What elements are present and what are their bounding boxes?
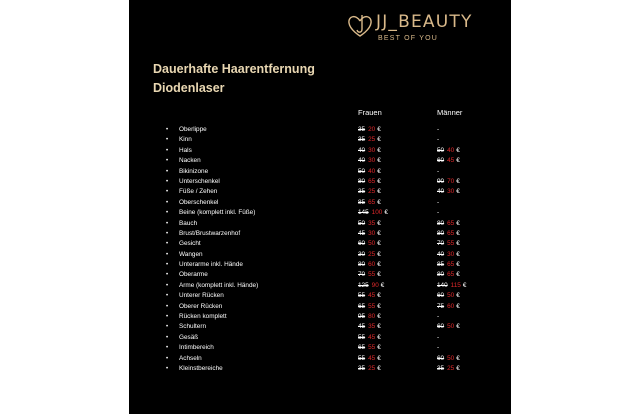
bullet-icon: • <box>166 189 169 196</box>
currency-symbol: € <box>377 167 381 175</box>
bullet-icon: • <box>166 158 169 165</box>
table-row <box>129 229 511 239</box>
currency-symbol: € <box>377 261 381 269</box>
price-men <box>437 322 460 332</box>
treatment-label: Bikinizone <box>179 167 209 175</box>
price-old: 85 <box>358 198 366 206</box>
page-title: Dauerhafte Haarentfernung <box>153 62 315 76</box>
currency-symbol: € <box>456 188 460 196</box>
bullet-icon: • <box>166 137 169 144</box>
bullet-icon: • <box>166 230 169 237</box>
price-women <box>358 270 381 280</box>
price-old: 60 <box>437 323 445 331</box>
bullet-icon: • <box>166 314 169 321</box>
price-old: 145 <box>358 209 369 217</box>
currency-symbol: € <box>377 250 381 258</box>
price-men <box>437 146 460 156</box>
currency-symbol: € <box>456 157 460 165</box>
price-women <box>358 260 381 270</box>
table-row <box>129 343 511 353</box>
brand-logo <box>347 10 507 50</box>
price-men <box>437 208 439 218</box>
table-row <box>129 135 511 145</box>
table-row <box>129 302 511 312</box>
price-new: 65 <box>447 271 455 279</box>
treatment-label: Brust/Brustwarzenhof <box>179 229 241 237</box>
price-new: 25 <box>447 364 455 372</box>
bullet-icon: • <box>166 293 169 300</box>
price-old: 70 <box>437 240 445 248</box>
price-women <box>358 167 381 177</box>
price-men <box>437 260 460 270</box>
currency-symbol: € <box>377 146 381 154</box>
bullet-icon: • <box>166 303 169 310</box>
price-women <box>358 333 381 343</box>
price-old: 35 <box>358 364 366 372</box>
price-women <box>358 125 381 135</box>
price-old: 140 <box>437 281 448 289</box>
price-old: 60 <box>358 240 366 248</box>
price-men <box>437 135 439 145</box>
treatment-label: Oberarme <box>179 271 208 279</box>
price-women <box>358 250 381 260</box>
price-women <box>358 239 381 249</box>
table-row <box>129 281 511 291</box>
currency-symbol: € <box>377 344 381 352</box>
price-new: 35 <box>368 323 376 331</box>
treatment-label: Rücken komplett <box>179 313 227 321</box>
price-list-sheet <box>129 0 511 414</box>
price-old: 30 <box>358 250 366 258</box>
price-men <box>437 187 460 197</box>
price-men <box>437 198 439 208</box>
bullet-icon: • <box>166 251 169 258</box>
price-new: 45 <box>368 354 376 362</box>
price-old: 45 <box>358 323 366 331</box>
currency-symbol: € <box>377 229 381 237</box>
treatment-label: Oberer Rücken <box>179 302 223 310</box>
currency-symbol: € <box>456 261 460 269</box>
treatment-label: Unterschenkel <box>179 177 220 185</box>
price-new: 45 <box>368 292 376 300</box>
price-old: 80 <box>437 229 445 237</box>
price-new: 65 <box>368 177 376 185</box>
bullet-icon: • <box>166 168 169 175</box>
price-new: 55 <box>447 240 455 248</box>
price-old: 35 <box>358 126 366 133</box>
price-old: 80 <box>358 177 366 185</box>
price-old: 70 <box>358 271 366 279</box>
treatment-label: Bauch <box>179 219 198 227</box>
price-women <box>358 177 381 187</box>
price-new: 40 <box>368 167 376 175</box>
bullet-icon: • <box>166 345 169 352</box>
price-men <box>437 281 466 291</box>
table-row <box>129 167 511 177</box>
price-women <box>358 291 381 301</box>
currency-symbol: € <box>462 281 467 289</box>
price-new: 45 <box>447 157 455 165</box>
currency-symbol: € <box>377 292 381 300</box>
currency-symbol: € <box>377 271 381 279</box>
table-row <box>129 177 511 187</box>
price-men <box>437 333 439 343</box>
price-new: 30 <box>447 250 455 258</box>
price-new: 30 <box>447 188 455 196</box>
price-old: 55 <box>358 354 366 362</box>
price-new: 55 <box>368 302 376 310</box>
price-dash: - <box>437 136 440 144</box>
price-old: 35 <box>437 364 445 372</box>
currency-symbol: € <box>377 323 381 331</box>
price-men <box>437 177 460 187</box>
price-women <box>358 302 381 312</box>
price-women <box>358 229 381 239</box>
brand-name: JJ_BEAUTY <box>376 12 473 32</box>
currency-symbol: € <box>456 250 460 258</box>
price-old: 50 <box>437 146 445 154</box>
table-row <box>129 146 511 156</box>
currency-symbol: € <box>377 302 381 310</box>
price-old: 90 <box>437 177 445 185</box>
currency-symbol: € <box>377 198 381 206</box>
currency-symbol: € <box>456 219 460 227</box>
treatment-label: Füße / Zehen <box>179 188 218 196</box>
bullet-icon: • <box>166 147 169 154</box>
price-new: 50 <box>447 354 455 362</box>
page-subtitle: Diodenlaser <box>153 81 225 95</box>
table-row <box>129 322 511 332</box>
price-new: 90 <box>371 281 379 289</box>
price-new: 50 <box>447 292 455 300</box>
table-row <box>129 187 511 197</box>
table-row <box>129 156 511 166</box>
price-women <box>358 343 381 353</box>
price-dash: - <box>437 167 440 175</box>
bullet-icon: • <box>166 199 169 206</box>
price-women <box>358 208 388 218</box>
price-men <box>437 167 439 177</box>
treatment-label: Unterer Rücken <box>179 292 224 300</box>
price-new: 65 <box>447 219 455 227</box>
currency-symbol: € <box>456 271 460 279</box>
price-dash: - <box>437 126 440 133</box>
price-new: 70 <box>447 177 455 185</box>
price-women <box>358 187 381 197</box>
price-women <box>358 354 381 364</box>
price-old: 40 <box>358 157 366 165</box>
price-men <box>437 125 439 135</box>
price-old: 40 <box>358 146 366 154</box>
table-row <box>129 219 511 229</box>
price-women <box>358 364 381 374</box>
price-men <box>437 302 460 312</box>
price-old: 75 <box>437 302 445 310</box>
price-men <box>437 354 460 364</box>
price-old: 80 <box>358 261 366 269</box>
treatment-label: Wangen <box>179 250 203 258</box>
currency-symbol: € <box>456 354 460 362</box>
currency-symbol: € <box>456 177 460 185</box>
table-row <box>129 198 511 208</box>
table-row <box>129 354 511 364</box>
price-men <box>437 229 460 239</box>
price-new: 25 <box>368 250 376 258</box>
price-old: 40 <box>437 188 445 196</box>
price-dash: - <box>437 209 440 217</box>
price-old: 65 <box>358 302 366 310</box>
table-row <box>129 208 511 218</box>
price-old: 40 <box>437 250 445 258</box>
column-header-women: Frauen <box>358 108 382 117</box>
treatment-label: Schultern <box>179 323 206 331</box>
bullet-icon: • <box>166 324 169 331</box>
price-old: 45 <box>358 229 366 237</box>
price-old: 125 <box>358 281 369 289</box>
treatment-label: Beine (komplett inkl. Füße) <box>179 209 256 217</box>
treatment-label: Intimbereich <box>179 344 214 352</box>
currency-symbol: € <box>456 229 460 237</box>
treatment-label: Arme (komplett inkl. Hände) <box>179 281 259 289</box>
bullet-icon: • <box>166 262 169 269</box>
treatment-label: Achseln <box>179 354 202 362</box>
treatment-label: Oberschenkel <box>179 198 219 206</box>
table-row <box>129 291 511 301</box>
bullet-icon: • <box>166 355 169 362</box>
price-new: 30 <box>368 229 376 237</box>
price-new: 80 <box>368 313 376 321</box>
bullet-icon: • <box>166 334 169 341</box>
price-dash: - <box>437 333 440 341</box>
price-old: 65 <box>358 344 366 352</box>
price-women <box>358 219 381 229</box>
price-new: 50 <box>447 323 455 331</box>
price-new: 55 <box>368 271 376 279</box>
price-new: 115 <box>450 281 461 289</box>
price-new: 25 <box>368 136 376 144</box>
price-old: 60 <box>437 292 445 300</box>
bullet-icon: • <box>166 272 169 279</box>
price-old: 50 <box>358 167 366 175</box>
bullet-icon: • <box>166 220 169 227</box>
price-men <box>437 270 460 280</box>
currency-symbol: € <box>377 157 381 165</box>
price-men <box>437 364 460 374</box>
currency-symbol: € <box>377 177 381 185</box>
heart-j-monogram-icon <box>347 12 373 44</box>
price-new: 60 <box>447 302 455 310</box>
price-new: 20 <box>368 126 376 133</box>
treatment-label: Oberlippe <box>179 126 207 133</box>
table-row <box>129 260 511 270</box>
price-men <box>437 343 439 353</box>
currency-symbol: € <box>456 323 460 331</box>
price-dash: - <box>437 198 440 206</box>
price-old: 35 <box>358 188 366 196</box>
treatment-label: Kleinstbereiche <box>179 364 223 372</box>
price-women <box>358 135 381 145</box>
currency-symbol: € <box>456 146 460 154</box>
price-new: 60 <box>368 261 376 269</box>
table-row <box>129 364 511 374</box>
currency-symbol: € <box>380 281 385 289</box>
column-header-men: Männer <box>437 108 463 117</box>
price-table <box>129 125 511 374</box>
currency-symbol: € <box>377 188 381 196</box>
price-new: 30 <box>368 146 376 154</box>
price-new: 65 <box>368 198 376 206</box>
price-men <box>437 250 460 260</box>
price-new: 65 <box>447 261 455 269</box>
treatment-label: Kinn <box>179 136 192 144</box>
price-women <box>358 198 381 208</box>
bullet-icon: • <box>166 127 169 133</box>
price-men <box>437 291 460 301</box>
bullet-icon: • <box>166 282 169 289</box>
price-old: 80 <box>437 271 445 279</box>
currency-symbol: € <box>456 292 460 300</box>
bullet-icon: • <box>166 210 169 217</box>
currency-symbol: € <box>377 126 381 133</box>
price-new: 50 <box>368 240 376 248</box>
price-women <box>358 156 381 166</box>
price-new: 25 <box>368 364 376 372</box>
price-old: 35 <box>358 136 366 144</box>
currency-symbol: € <box>377 240 381 248</box>
bullet-icon: • <box>166 241 169 248</box>
price-old: 50 <box>358 219 366 227</box>
bullet-icon: • <box>166 365 169 372</box>
price-old: 80 <box>437 219 445 227</box>
table-row <box>129 312 511 322</box>
price-old: 60 <box>437 354 445 362</box>
price-new: 55 <box>368 344 376 352</box>
price-old: 55 <box>358 333 366 341</box>
currency-symbol: € <box>456 302 460 310</box>
currency-symbol: € <box>456 364 460 372</box>
treatment-label: Unterarme inkl. Hände <box>179 261 243 269</box>
price-old: 85 <box>437 261 445 269</box>
price-new: 30 <box>368 157 376 165</box>
treatment-label: Nacken <box>179 157 201 165</box>
treatment-label: Gesäß <box>179 333 199 341</box>
price-new: 65 <box>447 229 455 237</box>
price-old: 60 <box>437 157 445 165</box>
currency-symbol: € <box>377 364 381 372</box>
treatment-label: Hals <box>179 146 192 154</box>
price-women <box>358 281 384 291</box>
price-women <box>358 312 381 322</box>
table-row <box>129 333 511 343</box>
price-men <box>437 239 460 249</box>
table-row <box>129 250 511 260</box>
price-women <box>358 322 381 332</box>
currency-symbol: € <box>377 136 381 144</box>
price-new: 35 <box>368 219 376 227</box>
currency-symbol: € <box>377 333 381 341</box>
price-old: 55 <box>358 292 366 300</box>
price-men <box>437 312 439 322</box>
table-row <box>129 270 511 280</box>
price-new: 45 <box>368 333 376 341</box>
price-new: 25 <box>368 188 376 196</box>
price-new: 40 <box>447 146 455 154</box>
price-new: 100 <box>371 209 383 217</box>
price-dash: - <box>437 313 440 321</box>
price-men <box>437 219 460 229</box>
treatment-label: Gesicht <box>179 240 201 248</box>
price-men <box>437 156 460 166</box>
price-women <box>358 146 381 156</box>
currency-symbol: € <box>377 313 381 321</box>
table-row <box>129 125 511 135</box>
currency-symbol: € <box>384 209 388 217</box>
currency-symbol: € <box>377 354 381 362</box>
currency-symbol: € <box>377 219 381 227</box>
currency-symbol: € <box>456 240 460 248</box>
brand-tagline: BEST OF YOU <box>378 35 439 42</box>
table-row <box>129 239 511 249</box>
bullet-icon: • <box>166 178 169 185</box>
price-dash: - <box>437 344 440 352</box>
price-old: 95 <box>358 313 366 321</box>
